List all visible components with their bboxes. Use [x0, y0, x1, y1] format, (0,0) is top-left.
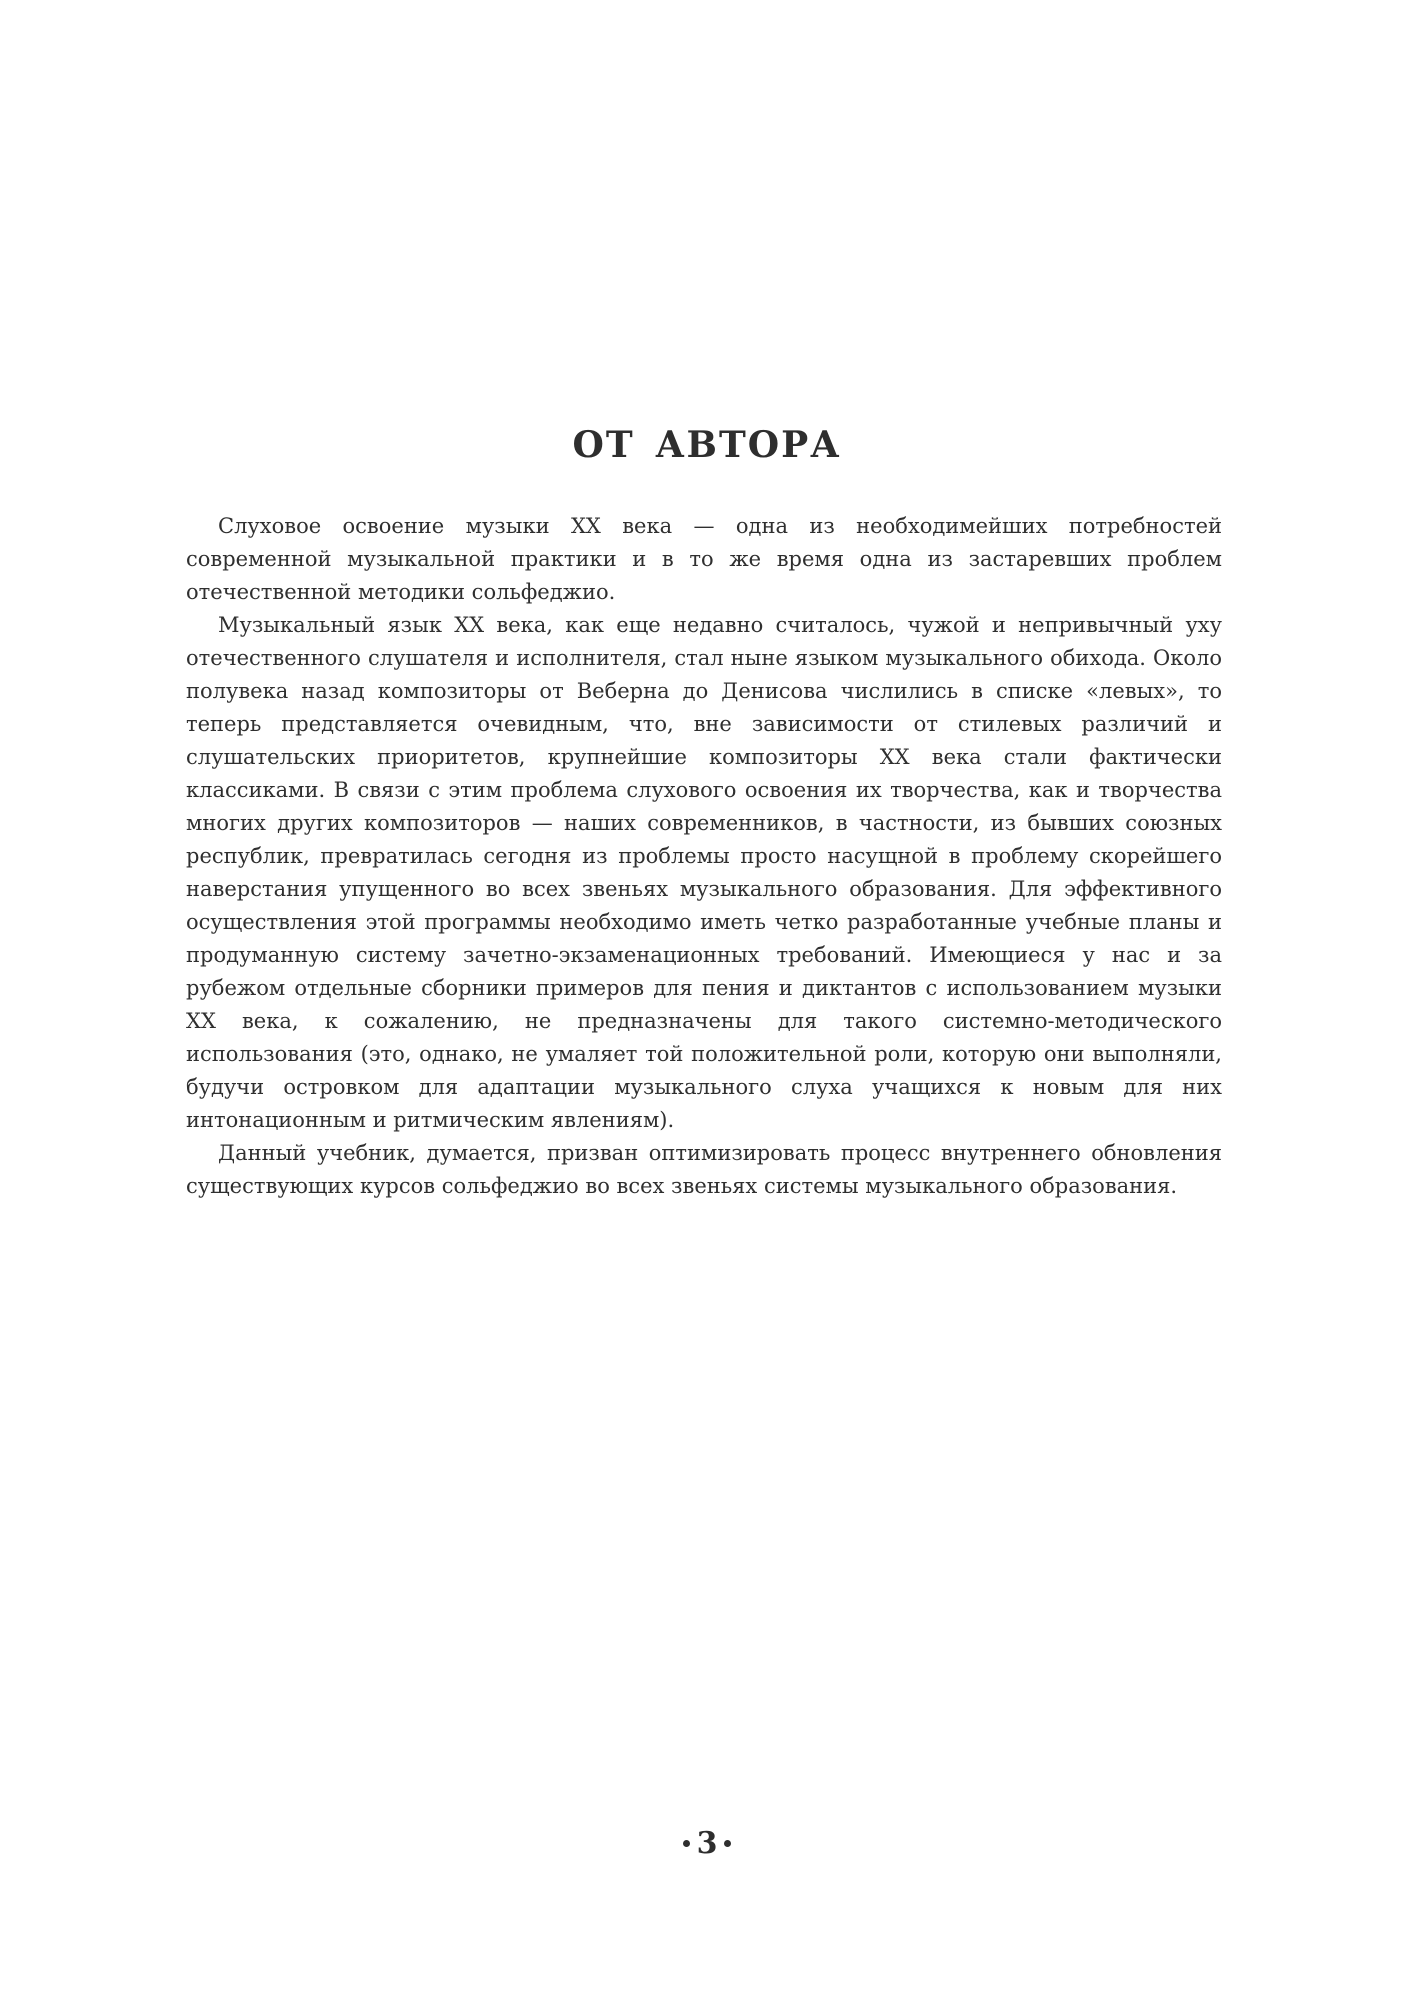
bullet-dot-right [724, 1840, 731, 1847]
body-text [186, 510, 1222, 1203]
bullet-dot-left [683, 1840, 690, 1847]
paragraph-2: Музыкальный язык XX века, как еще недавно считалось, чужой и непривычный уху отечественного слушателя и исполнителя, стал ныне языком музыкального обихода. Около полувека назад композиторы от Веберна до Денисова числились в списке «левых», то теперь представляется очевидным, что, вне зависимости от стилевых различий и слушательских приоритетов, крупнейшие композиторы XX века стали фактически классиками. В связи с этим проблема слухового освоения их творчества, как и творчества многих других композиторов — наших современников, в частности, из бывших союзных республик, превратилась сегодня из проблемы просто насущной в проблему скорейшего наверстания упущенного во всех звеньях музыкального образования. Для эффективного осуществления этой программы необходимо иметь четко разработанные учебные планы и продуманную систему зачетно-экзаменационных требований. Имеющиеся у нас и за рубежом отдельные сборники примеров для пения и диктантов с использованием музыки XX века, к сожалению, не предназначены для такого системно-методического использования (это, однако, не умаляет той положительной роли, которую они выполняли, будучи островком для адаптации музыкального слуха учащихся к новым для них интонационным и ритмическим явлениям). [186, 613, 1222, 1132]
page-number [0, 1826, 1414, 1861]
paragraph-1: Слуховое освоение музыки XX века — одна из необходимейших потребностей современной музыкальной практики и в то же время одна из застаревших проблем отечественной методики сольфеджио. [186, 514, 1222, 604]
page-title: ОТ АВТОРА [572, 424, 842, 467]
page-number-value: 3 [696, 1826, 718, 1861]
paragraph-3: Данный учебник, думается, призван оптимизировать процесс внутреннего обновления существующих курсов сольфеджио во всех звеньях системы музыкального образования. [186, 1141, 1222, 1198]
